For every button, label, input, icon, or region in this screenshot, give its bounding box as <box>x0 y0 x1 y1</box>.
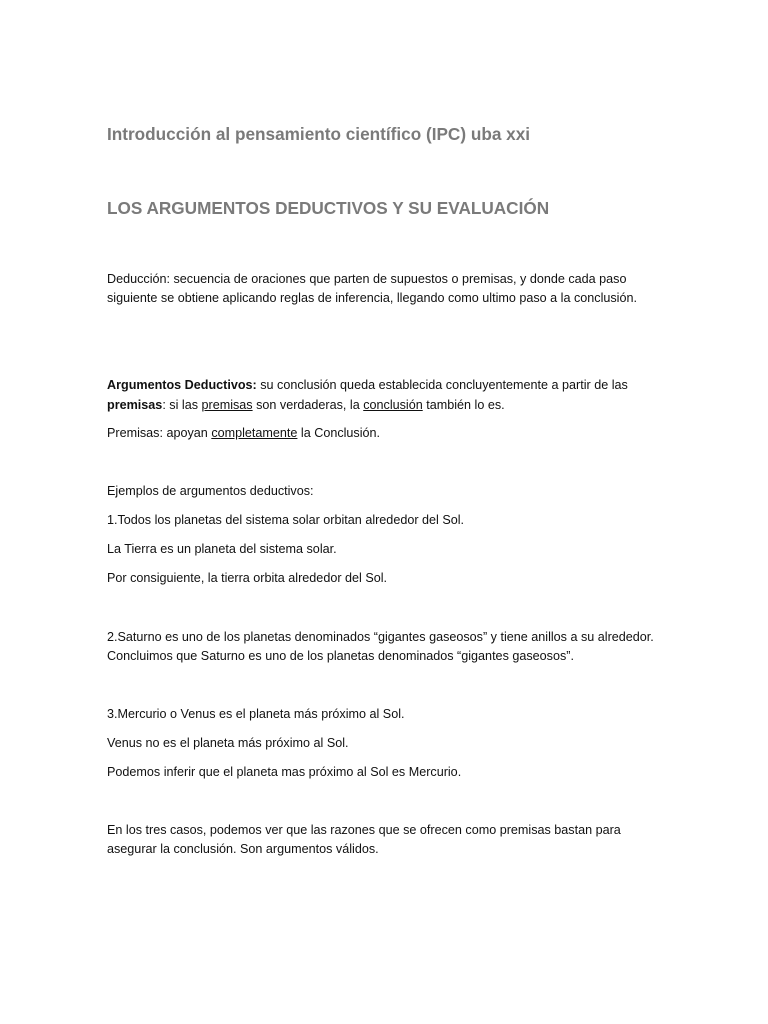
ejemplo-3-line-3: Podemos inferir que el planeta mas próximo al Sol es Mercurio. <box>107 765 462 779</box>
ejemplo-1-line-2: La Tierra es un planeta del sistema solar. <box>107 542 337 556</box>
premisas-text-2: la Conclusión. <box>297 426 381 440</box>
argumentos-text-2: : si las <box>162 398 202 412</box>
ejemplo-2-line-1: 2.Saturno es uno de los planetas denominados “gigantes gaseosos” y tiene anillos a su alrededor. <box>107 630 654 644</box>
ejemplo-3-line-1: 3.Mercurio o Venus es el planeta más próximo al Sol. <box>107 707 405 721</box>
ejemplo-2-line-2: Concluimos que Saturno es uno de los planetas denominados “gigantes gaseosos”. <box>107 649 574 663</box>
argumentos-line-1 <box>107 376 628 396</box>
deduccion-line-2: siguiente se obtiene aplicando reglas de inferencia, llegando como ultimo paso a la conclusión. <box>107 291 637 305</box>
premisas-text-1: Premisas: apoyan <box>107 426 212 440</box>
conclusion-underline: conclusión <box>363 398 423 412</box>
argumentos-line-2 <box>107 396 505 416</box>
conclusion-line-2: asegurar la conclusión. Son argumentos válidos. <box>107 842 379 856</box>
premisas-term: premisas <box>107 398 163 412</box>
document-subtitle: LOS ARGUMENTOS DEDUCTIVOS Y SU EVALUACIÓN <box>107 198 550 218</box>
argumentos-text-1: su conclusión queda establecida concluyentemente a partir de las <box>256 378 628 392</box>
premisas-underline: premisas <box>201 398 253 412</box>
completamente-underline: completamente <box>211 426 298 440</box>
ejemplo-1-line-3: Por consiguiente, la tierra orbita alrededor del Sol. <box>107 571 388 585</box>
argumentos-text-3: son verdaderas, la <box>252 398 364 412</box>
ejemplos-intro: Ejemplos de argumentos deductivos: <box>107 484 314 498</box>
ejemplo-3-line-2: Venus no es el planeta más próximo al Sol. <box>107 736 349 750</box>
argumentos-text-4: también lo es. <box>422 398 505 412</box>
ejemplo-1-line-1: 1.Todos los planetas del sistema solar orbitan alrededor del Sol. <box>107 513 465 527</box>
premisas-line <box>107 424 380 444</box>
document-title: Introducción al pensamiento científico (IPC) uba xxi <box>107 124 531 144</box>
conclusion-line-1: En los tres casos, podemos ver que las razones que se ofrecen como premisas bastan para <box>107 823 621 837</box>
argumentos-term: Argumentos Deductivos: <box>107 378 257 392</box>
deduccion-line-1: Deducción: secuencia de oraciones que parten de supuestos o premisas, y donde cada paso <box>107 272 627 286</box>
